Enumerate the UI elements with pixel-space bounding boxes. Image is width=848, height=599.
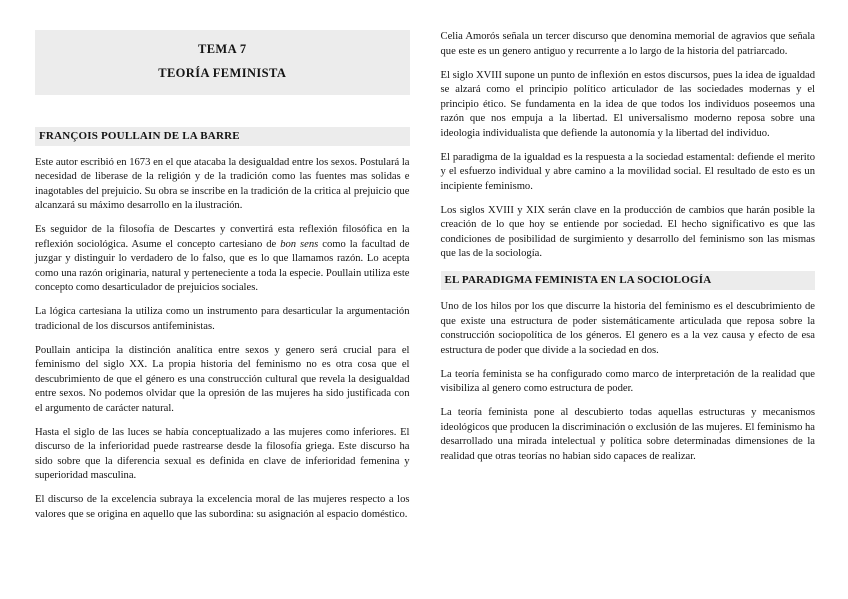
document-title-line1: TEMA 7 <box>197 42 247 56</box>
paragraph: La teoría feminista pone al descubierto todas aquellas estructuras y mecanismos ideológicos que producen la discriminación o exclusión de las mujeres. El feminismo ha desarrollado una mirada intelectual y política sobre determinadas dimensiones de la realidad que otras teorías no habian sido capaces de realizar. <box>440 407 816 462</box>
left-column <box>35 30 410 532</box>
paragraph-text: Es seguidor de la filosofía de Descartes y convertirá esta reflexión filosófica en la reflexión sociológica. Asume el concepto cartesiano de <box>35 224 410 250</box>
document-title-box <box>35 30 410 95</box>
paragraph: La teoría feminista se ha configurado como marco de interpretación de la realidad que visibiliza al genero como estructura de poder. <box>440 368 815 394</box>
paragraph: Hasta el siglo de las luces se había conceptualizado a las mujeres como inferiores. El discurso de la inferioridad puede rastrearse desde la filosofía griega. Este discurso ha sido sobre que la diferencia sexual es definida en clave de inferioridad femenina y superioridad masculina. <box>35 426 410 482</box>
paragraph: El paradigma de la igualdad es la respuesta a la sociedad estamental: defiende el merito y el esfuerzo individual y abre camino a la movilidad social. El resultado de esto es un incipiente feminismo. <box>440 151 815 192</box>
section-heading-paradigma-feminista: EL PARADIGMA FEMINISTA EN LA SOCIOLOGÍA <box>441 271 816 290</box>
paragraph-text: como la facultad de juzgar y distinguir lo verdadero de lo falso, que es lo que llamamos razón. Lo acepta como una razón originaria, natural y perteneciente a toda la especie. Poullain utiliza este concepto como desarticulador de prejuicios sociales. <box>35 238 410 294</box>
paragraph: Los siglos XVIII y XIX serán clave en la producción de cambios que harán posible la creación de lo que hoy se entiende por sociedad. El hecho significativo es que las condiciones de posibilidad de surgimiento y desarrollo del feminismo son las mismas que las de la sociología. <box>440 204 815 259</box>
paragraph: Poullain anticipa la distinción analítica entre sexos y genero será crucial para el feminismo del siglo XX. La propia historia del feminismo no es otra cosa que el descubrimiento de que el género es una construcción cultural que revela la desigualdad entre sexos. No podemos olvidar que la opresión de las mujeres ha sido justificada con el argumento de carácter natural. <box>35 344 410 414</box>
two-column-layout <box>35 30 815 532</box>
paragraph: La lógica cartesiana la utiliza como un instrumento para desarticular la argumentación tradicional de los discursos antifeministas. <box>35 306 410 332</box>
paragraph: El discurso de la excelencia subraya la excelencia moral de las mujeres respecto a los valores que se origina en aquello que las subordina: su asignación al espacio doméstico. <box>35 494 410 520</box>
document-title-line2: TEORÍA FEMINISTA <box>158 66 287 81</box>
italic-term: bon sens <box>280 238 319 250</box>
paragraph: Celia Amorós señala un tercer discurso que denomina memorial de agravios que señala que este es un genero antiguo y recurrente a lo largo de la historia del patriarcado. <box>440 31 815 57</box>
paragraph: Uno de los hilos por los que discurre la historia del feminismo es el descubrimiento de que existe una estructura de poder sistemáticamente articulada que reposa sobre la construcción sociopolítica de los géneros. El genero es a la vez causa y efecto de esa estructura de poder que divide a la sociedad en dos. <box>440 301 815 356</box>
paragraph: Este autor escribió en 1673 en el que atacaba la desigualdad entre los sexos. Postulará la necesidad de liberase de la religión y de la tradición como las fuentes mas solidas e inagotables del prejuicio. Su obra se inscribe en la tradición de la critica al prejuicio que alcanzará su máximo desarrollo en la ilustración. <box>35 156 410 212</box>
paragraph: El siglo XVIII supone un punto de inflexión en estos discursos, pues la idea de igualdad se alzará como el principio político articulador de las sociedades modernas y el principio ético. Se fundamenta en la idea de que todos los individuos poseemos una razón que nos empuja a la libertad. El universalismo moderno reposa sobre una ideologia individualista que defiende la autonomía y la libertad del individuo. <box>440 69 815 139</box>
section-heading-poullain: FRANÇOIS POULLAIN DE LA BARRE <box>35 127 410 146</box>
paragraph <box>35 223 410 296</box>
right-column <box>441 30 816 474</box>
